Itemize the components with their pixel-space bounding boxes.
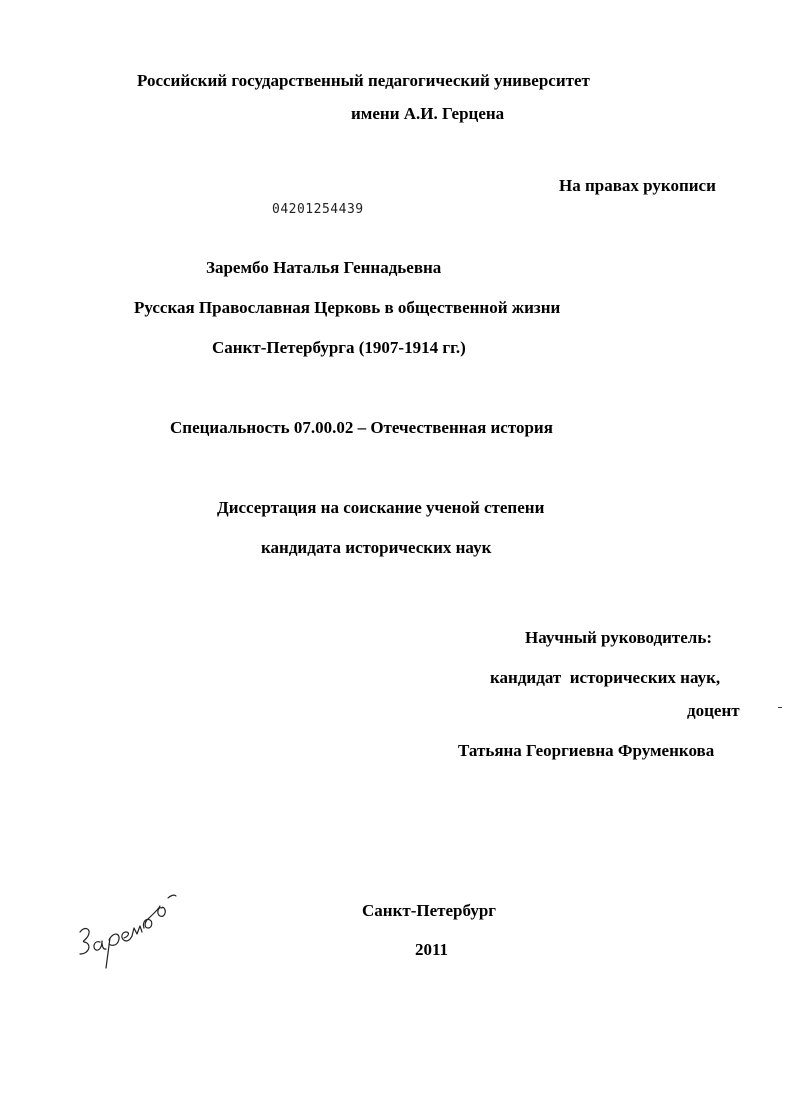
degree-line-1: Диссертация на соискание ученой степени [217, 498, 545, 517]
thesis-title-line-2: Санкт-Петербурга (1907-1914 гг.) [212, 338, 466, 357]
supervisor-label: Научный руководитель: [525, 628, 712, 647]
scan-speck [778, 707, 782, 708]
supervisor-name: Татьяна Георгиевна Фруменкова [458, 741, 715, 760]
handwritten-signature [74, 888, 186, 970]
supervisor-position: доцент [687, 701, 740, 720]
manuscript-rights-note: На правах рукописи [559, 176, 716, 195]
year: 2011 [415, 940, 449, 959]
thesis-title-line-1: Русская Православная Церковь в общественной жизни [134, 298, 561, 317]
university-name-line: Российский государственный педагогический университет [137, 71, 590, 90]
degree-line-2: кандидата исторических наук [261, 538, 492, 557]
city: Санкт-Петербург [362, 901, 497, 920]
university-honorific: имени А.И. Герцена [351, 104, 505, 123]
author-name: Зарембо Наталья Геннадьевна [206, 258, 442, 277]
specialty: Специальность 07.00.02 – Отечественная история [170, 418, 553, 437]
registration-number: 04201254439 [272, 202, 364, 217]
supervisor-degree: кандидат исторических наук, [490, 668, 721, 687]
